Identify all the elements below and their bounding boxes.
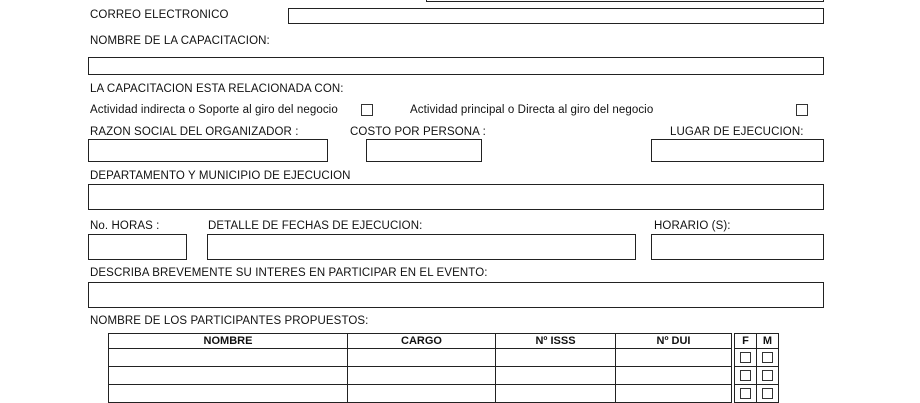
organizer-label: RAZON SOCIAL DEL ORGANIZADOR : [90,126,299,138]
header-cargo: CARGO [348,334,496,349]
gender-table [734,333,779,403]
cell-cargo[interactable] [348,349,496,367]
dates-label: DETALLE DE FECHAS DE EJECUCION: [208,220,423,232]
email-field[interactable] [288,8,824,24]
cost-label: COSTO POR PERSONA : [350,126,486,138]
department-field[interactable] [88,184,824,210]
female-checkbox[interactable] [740,370,751,381]
table-row [109,349,732,367]
department-label: DEPARTAMENTO Y MUNICIPIO DE EJECUCION [90,170,351,182]
cell-dui[interactable] [616,349,732,367]
cell-nombre[interactable] [109,367,348,385]
hours-field[interactable] [88,234,187,260]
organizer-field[interactable] [88,139,328,162]
email-label: CORREO ELECTRONICO [90,9,229,21]
header-nombre: NOMBRE [109,334,348,349]
option-indirect-label: Actividad indirecta o Soporte al giro del negocio [90,104,338,116]
interest-label: DESCRIBA BREVEMENTE SU INTERES EN PARTICIPAR EN EL EVENTO: [90,267,488,279]
table-row [109,367,732,385]
cell-nombre[interactable] [109,349,348,367]
header-dui: Nº DUI [616,334,732,349]
dates-field[interactable] [207,234,636,260]
male-checkbox[interactable] [762,370,773,381]
option-direct-checkbox[interactable] [796,104,808,116]
option-direct-label: Actividad principal o Directa al giro del negocio [410,104,654,116]
header-f: F [735,334,757,349]
location-label: LUGAR DE EJECUCION: [670,126,804,138]
cell-isss[interactable] [496,349,616,367]
previous-field-box[interactable] [426,0,824,2]
related-label: LA CAPACITACION ESTA RELACIONADA CON: [90,83,344,95]
female-checkbox[interactable] [740,388,751,399]
cell-dui[interactable] [616,367,732,385]
option-indirect-checkbox[interactable] [361,104,373,116]
gender-header-row [735,334,779,349]
training-name-field[interactable] [88,57,824,75]
participants-header-row [109,334,732,349]
cell-isss[interactable] [496,367,616,385]
schedule-field[interactable] [651,234,824,260]
cost-field[interactable] [366,139,482,162]
table-row [735,367,779,385]
schedule-label: HORARIO (S): [654,220,731,232]
male-checkbox[interactable] [762,388,773,399]
header-m: M [757,334,779,349]
location-field[interactable] [651,139,824,162]
hours-label: No. HORAS : [90,220,160,232]
table-row [735,349,779,367]
male-checkbox[interactable] [762,352,773,363]
female-checkbox[interactable] [740,352,751,363]
header-isss: Nº ISSS [496,334,616,349]
training-name-label: NOMBRE DE LA CAPACITACION: [90,35,270,47]
participants-table [108,333,732,403]
interest-field[interactable] [88,282,824,308]
participants-label: NOMBRE DE LOS PARTICIPANTES PROPUESTOS: [90,315,369,327]
cell-cargo[interactable] [348,367,496,385]
